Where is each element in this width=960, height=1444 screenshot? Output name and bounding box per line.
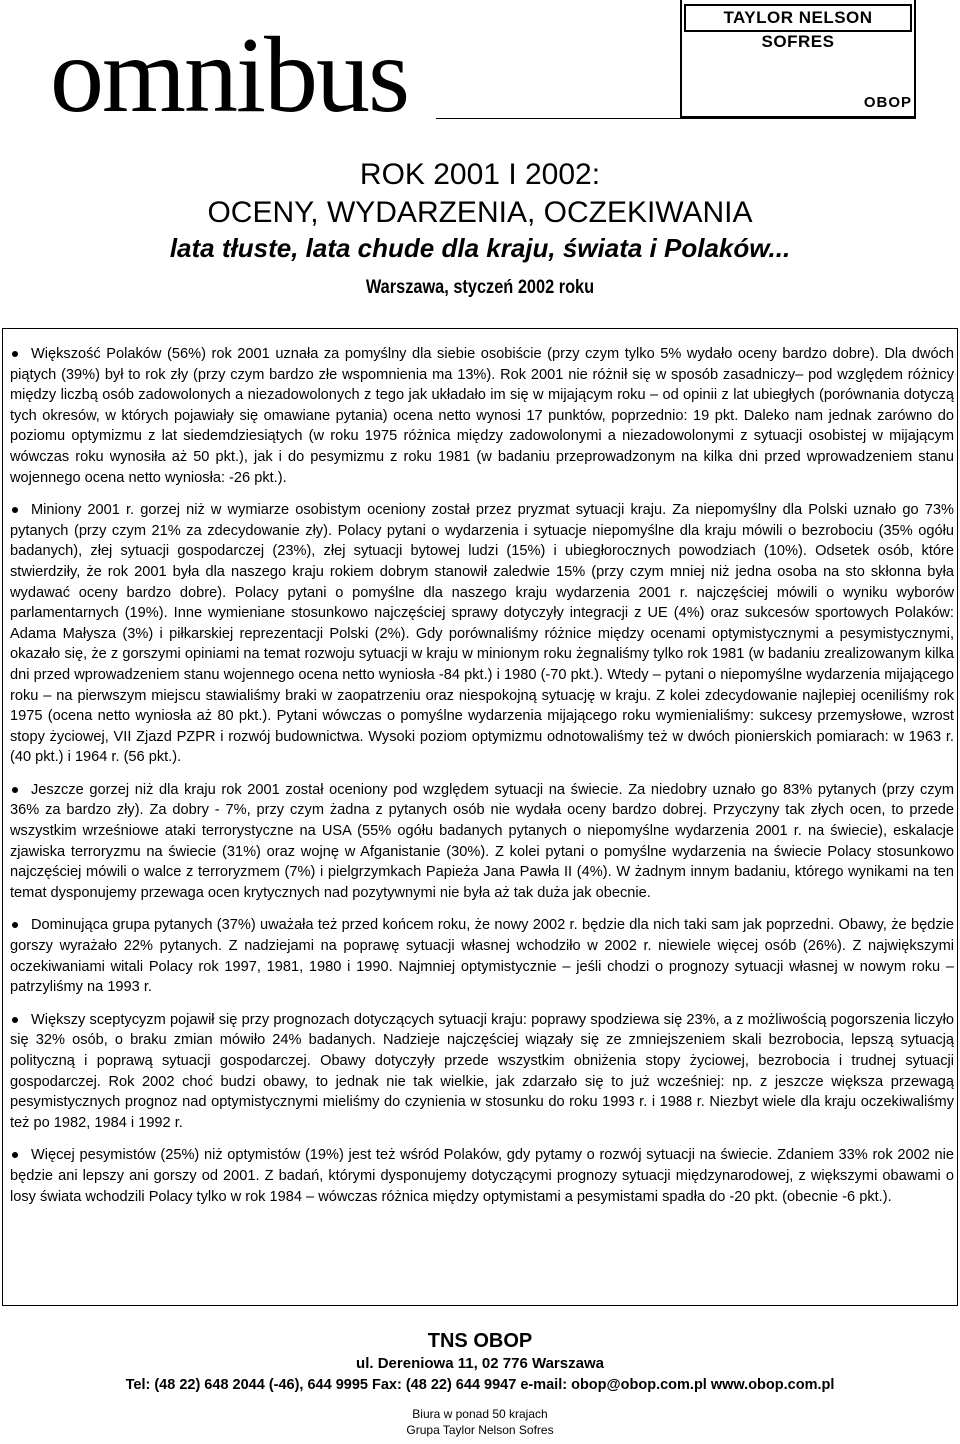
list-item-text: Dominująca grupa pytanych (37%) uważała też przed końcem roku, że nowy 2002 r. będzie dla nich taki sam jak poprzedni. Obawy, że będzie gorszy wyrażało 22% pytanych. Z nadziejami na poprawę sytuacji własnej wchodziło w 2002 r. niewiele więcej osób (26%). Z największymi oczekiwaniami witali Polacy rok 1997, 1981, 1980 i 1990. Najmniej optymistycznie – jeśli chodzi o prognozy sytuacji własnej w nowym roku – patrzyliśmy na 1993 r.	[10, 917, 954, 996]
title-line-1: ROK 2001 I 2002:	[359, 158, 601, 191]
list-item-text: Większy sceptycyzm pojawił się przy prognozach dotyczących sytuacji kraju: poprawy spodziewa się 23%, a z możliwością pogorszenia liczyło się 32% osób, o braku zmian mówiło 24% badanych. Nadzieje najczęściej wiązały się ze zmniejszeniem skali bezrobocia, lepszą sytuacją polityczną i poprawą sytuacji gospodarczej. Obawy dotyczyły przede wszystkim obniżenia stopy życiowej, bezrobocia i trudnej sytuacji gospodarczej. Rok 2002 choć budzi obawy, to jednak nie tak wielkie, jak zdarzało się to już wcześniej: np. z jeszcze większa przewagą pesymistycznych prognoz nad optymistycznymi mieliśmy do czynienia w stosunku do roku 1993 r. i 1988 r. Niezbyt wiele dla kraju oczekiwaliśmy też po 1982, 1984 i 1992 r.	[10, 1011, 954, 1131]
summary-box	[2, 328, 958, 1306]
footer-address: ul. Dereniowa 11, 02 776 Warszawa	[356, 1355, 604, 1372]
list-item	[10, 1010, 954, 1134]
list-item-text: Więcej pesymistów (25%) niż optymistów (19%) jest też wśród Polaków, gdy pytamy o rozwój sytuacji na świecie. Zdaniem 33% rok 2002 nie będzie ani lepszy ani gorszy od 2001. Z badań, którymi dysponujemy dotyczącymi prognozy sytuacji międzynarodowej, z większymi obawami o losy świata wchodzili Polacy tylko w rok 1984 – wówczas różnica między optymistami a pesymistami spadła do -20 pkt. (obecnie -6 pkt.).	[10, 1147, 954, 1205]
list-item	[10, 500, 954, 768]
footer-offices: Biura w ponad 50 krajach	[412, 1407, 548, 1421]
list-item-text: Miniony 2001 r. gorzej niż w wymiarze osobistym oceniony został przez pryzmat sytuacji kraju. Za niepomyślny dla Polski uznało go 73% pytanych (przy czym 21% za zdecydowanie zły). Polacy pytani o wydarzenia i sytuacje niepomyślne dla kraju mówili o bezrobociu (35% ogółu badanych), złej sytuacji gospodarczej (23%), złej sytuacji bytowej ludzi (15%) i ubiegłorocznych powodziach (10%). Odsetek osób, które stwierdziły, że rok 2001 była dla naszego kraju rokiem dobrym stanowił zaledwie 15% (przy czym mniej niż jedna osoba na sto skłonna była wydawać oceny bardzo dobre). Polacy pytani o pomyślne dla naszego kraju wydarzenia 2001 r. najczęściej mówili o wyniku wyborów parlamentarnych (19%). Inne wymieniane stosunkowo najczęściej sprawy dotyczyły integracji z UE (4%) oraz sukcesów sportowych Polaków: Adama Małysza (3%) i piłkarskiej reprezentacji Polski (2%). Gdy porównaliśmy różnice między ocenami optymistycznymi a pesymistycznymi, okazało się, że z gorszymi opiniami na temat rozwoju sytuacji w kraju w minionym roku żegnaliśmy tylko rok 1981 (w badaniu zrealizowanym kilka dni przed wprowadzeniem stanu wojennego ocena netto wyniosła -84 pkt.) i 1980 (-70 pkt.). Wtedy – pytani o niepomyślne wydarzenia mijającego roku – na pierwszym miejscu stawialiśmy braki w zaopatrzeniu oraz niespokojną sytuację w kraju. Z kolei zdecydowanie najlepiej oceniliśmy rok 1975 (ocena netto wyniosła aż 80 pkt.). Pytani wówczas o pomyślne wydarzenia mijającego roku wymienialiśmy: sukcesy przemysłowe, wzrost stopy życiowej, VII Zjazd PZPR i rozwój budownictwa. Wysoki poziom optymizmu odnotowaliśmy też w dwóch pionierskich pomiarach: w 1963 r. (40 pkt.) i 1964 r. (56 pkt.).	[10, 502, 954, 766]
date-line: Warszawa, styczeń 2002 roku	[365, 277, 595, 298]
subtitle: lata tłuste, lata chude dla kraju, świata i Polaków...	[169, 233, 791, 263]
title-line-2: OCENY, WYDARZENIA, OCZEKIWANIA	[207, 196, 753, 229]
list-item	[10, 1145, 954, 1207]
footer-contacts: Tel: (48 22) 648 2044 (-46), 644 9995 Fax: (48 22) 644 9947 e-mail: obop@obop.com.pl www.obop.com.pl	[125, 1377, 835, 1393]
header-rule	[436, 118, 916, 119]
bullet-icon	[12, 351, 18, 357]
list-item	[10, 344, 954, 488]
footer-company: TNS OBOP	[427, 1330, 533, 1352]
tns-brand-name: TAYLOR NELSON SOFRES	[684, 4, 912, 32]
title-block	[0, 156, 960, 300]
bullet-icon	[12, 1017, 18, 1023]
bullet-icon	[12, 787, 18, 793]
footer-group: Grupa Taylor Nelson Sofres	[406, 1423, 554, 1437]
list-item-text: Jeszcze gorzej niż dla kraju rok 2001 został oceniony pod względem sytuacji na świecie. Za niedobry uznało go 83% pytanych (przy czym 36% za bardzo zły). Za dobry - 7%, przy czym żadna z pytanych osób nie wydała oceny bardzo dobrej. Przyczyny tak złych ocen, to przede wszystkim wrześniowe ataki terrorystyczne na USA (55% ogółu badanych pytanych o niepomyślne wydarzenia 2001 r. na świecie), eskalacje zjawiska terroryzmu na świecie (31%) oraz wojnę w Afganistanie (30%). Z kolei pytani o pomyślne wydarzenia na świecie Polacy stosunkowo najczęściej mówili o walce z terroryzmem (7%) i pielgrzymkach Papieża Jana Pawła II (4%). W żadnym innym badaniu, którego wynikami na ten temat dysponujemy przewaga ocen krytycznych nad pozytywnymi nie była aż tak duża jak obecnie.	[10, 781, 954, 901]
bullet-icon	[12, 922, 18, 928]
list-item	[10, 780, 954, 904]
summary-list	[10, 344, 954, 1219]
bullet-icon	[12, 1152, 18, 1158]
bullet-icon	[12, 507, 18, 513]
list-item	[10, 915, 954, 997]
obop-brand-mark: OBOP	[863, 94, 912, 111]
omnibus-logo: omnibus	[50, 16, 409, 135]
list-item-text: Większość Polaków (56%) rok 2001 uznała za pomyślny dla siebie osobiście (przy czym tylko 5% wydało oceny bardzo dobre). Dla dwóch piątych (39%) był to rok zły (przy czym bardzo złe wspomnienia ma 13%). Rok 2001 nie różnił się w sposób zasadniczy– pod względem różnicy między liczbą osób zadowolonych a niezadowolonych z tego jak układało im się w mijającym roku – od opinii z lat ubiegłych (porównania dotyczą tych okresów, w których pojawiały się omawiane pytania) ocena netto wynosi 17 punktów, poprzednio: 19 pkt. Daleko nam jednak zarówno do poziomu optymizmu z lat siedemdziesiątych (w roku 1975 różnica między zadowolonymi a niezadowolonymi z sytuacji osobistej w mijającym wówczas roku wynosiła aż 50 pkt.), jak i do pesymizmu z roku 1981 (w badaniu przeprowadzonym na kilka dni przed wprowadzeniem stanu wojennego ocena netto wyniosła: -26 pkt.).	[10, 346, 954, 486]
footer	[0, 1328, 960, 1438]
